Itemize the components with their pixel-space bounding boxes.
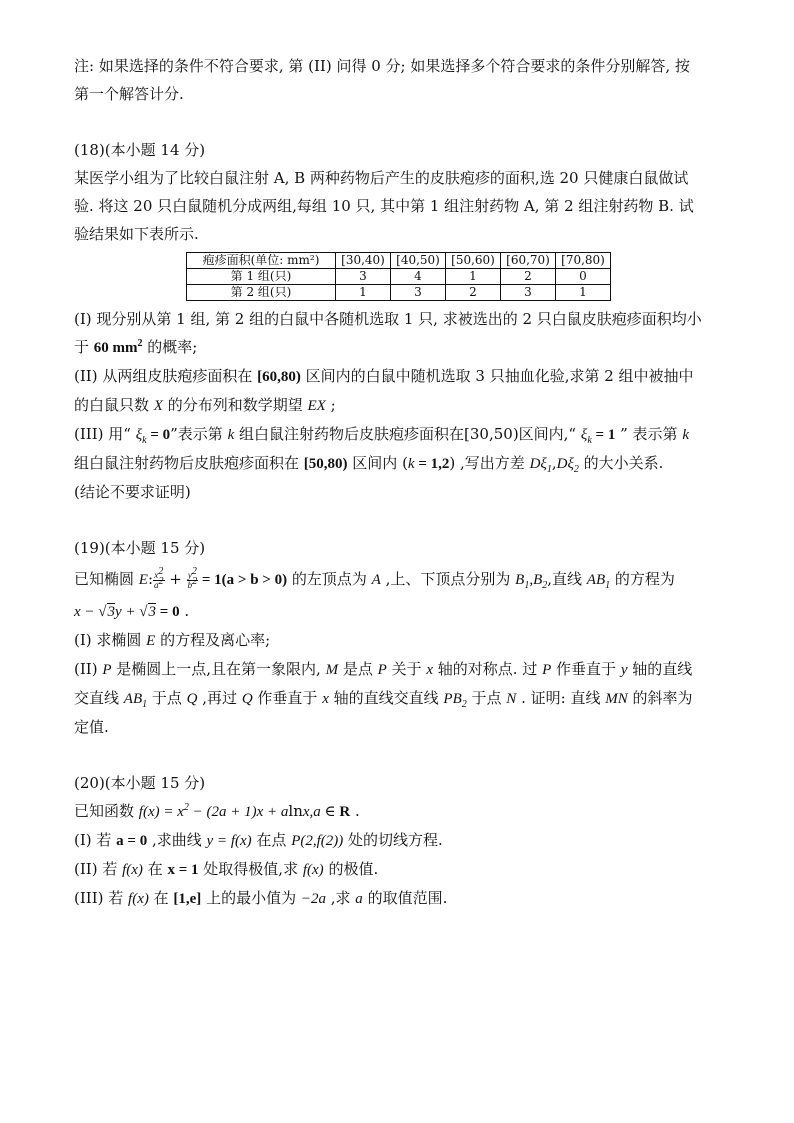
table-col-header: [30,40) [336,253,391,269]
math-sqrt: √3 [98,604,116,620]
text: 轴的直线交直线 [328,689,444,707]
math-var: $AB_1$ [586,572,611,591]
math-text: B [515,572,525,588]
q18-part3-line2 [74,449,724,478]
text: (III) 用“ [74,425,136,443]
q19-part2-line2 [74,684,724,713]
math-var: P [102,662,112,678]
text: 处的切线方程. [343,831,443,849]
math-var: k [682,427,689,443]
text: . [179,602,190,620]
fraction-y2-b2: $\frac{y^2}{b^2}$ [187,565,198,590]
math-eq: = 1(a > b > 0) [198,572,288,588]
text: 关于 [386,660,427,678]
math-text: B [533,572,543,588]
math-area: 60 $mm^2$ [93,338,143,356]
math-text: ξ [580,427,588,443]
math-interval: [60,80) [257,369,301,385]
q18-results-table [186,252,611,301]
math-var: $\xi_k$ [580,427,592,446]
math-var: k [407,456,415,472]
math-text: − (2a + 1)x + a [188,804,289,820]
math-var: x [426,662,434,678]
math-var: $PB_2$ [443,691,467,710]
text: ,直线 [547,570,587,588]
text: . 证明: 直线 [516,689,606,707]
math-eq: = 0 [156,604,180,620]
math-var: $\xi_k$ [135,427,147,446]
math-var: y + [115,604,140,620]
math-text: Dξ [529,456,547,472]
table-row [187,285,611,301]
math-var: X [153,398,163,414]
text: 在点 [251,831,292,849]
text: 是椭圆上一点,且在第一象限内, [111,660,326,678]
text: 的分布列和数学期望 [162,396,308,414]
math-var: Q [186,691,198,707]
math-var: x − [74,604,99,620]
text: (III) 若 [74,889,129,907]
q18-part2-line1 [74,362,724,391]
text: (II) [74,660,103,678]
text: 轴的直线 [627,660,693,678]
math-var: N [506,691,517,707]
text: 是点 [338,660,378,678]
math-in: ,a ∈ [309,804,340,820]
math-func: f(x) [122,862,143,878]
q20-header: (20)(本小题 15 分) [74,774,206,792]
table-header-row [187,253,611,269]
math-var: $AB_1$ [123,691,148,710]
q20-part3 [74,884,724,913]
table-col-header: [60,70) [501,253,556,269]
math-reals: R [339,804,351,820]
math-var: P [542,662,552,678]
text: . [350,802,360,820]
q18-intro-1: 某医学小组为了比较白鼠注射 A, B 两种药物后产生的皮肤疱疹的面积,选 20 只健康白鼠做试 [74,169,689,187]
q19-part2-line3: 定值. [74,718,109,736]
text: 已知函数 [74,802,139,820]
math-area-text: 60 mm [93,340,138,356]
table-cell: 2 [446,285,501,301]
q18-part1-line1: (I) 现分别从第 1 组, 第 2 组的白鼠中各随机选取 1 只, 求被选出的 2 只白鼠皮肤疱疹面积均小 [74,310,702,328]
q19-line1: 已知椭圆 E: $\frac{x^2}{a^2}$ + $\frac{y^2}{b^2}$ = 1(a > b > 0) 的左顶点为 A ,上、下顶点分别为 $B_1,B_2$,直线 $AB_1$ 的方程为 [74,565,675,591]
table-row-label: 第 1 组(只) [187,269,336,285]
text: 的取值范围. [362,889,448,907]
q20-line1 [74,797,724,826]
math-interval: [1,e] [173,891,202,907]
q18-part3-line1 [74,420,724,449]
q18-header: (18)(本小题 14 分) [74,141,206,159]
note-line-1: 注: 如果选择的条件不符合要求, 第 (II) 问得 0 分; 如果选择多个符合要求的条件分别解答, 按 [74,57,690,75]
math-var: E [146,633,156,649]
table-col-header: [50,60) [446,253,501,269]
table-cell: 2 [501,269,556,285]
text: 的方程为 [610,570,675,588]
table-col-header: [40,50) [391,253,446,269]
q19-line2 [74,597,724,626]
math-func: f(x) [128,891,149,907]
text: 的左顶点为 [287,570,372,588]
text: 的大小关系. [578,454,664,472]
text: (I) 若 [74,831,117,849]
table-cell: 1 [336,285,391,301]
table-col-header: [70,80) [556,253,611,269]
table-header-label: 疱疹面积(单位: mm²) [187,253,336,269]
math-eq: = 1,2 [414,456,450,472]
math-sqrt-arg: 3 [148,604,157,620]
math-var: P [377,662,387,678]
math-text: AB [586,572,606,588]
q19-part2-line1 [74,655,724,684]
text: 交直线 [74,689,124,707]
math-ln: ln [288,802,303,820]
table-cell: 1 [556,285,611,301]
table-cell: 1 [446,269,501,285]
q19-header: (19)(本小题 15 分) [74,539,206,557]
math-eq: a = 0 [116,833,148,849]
text: 作垂直于 [551,660,621,678]
math-var: x [302,804,310,820]
math-text: Dξ [556,456,574,472]
math-expr: −2a [300,891,326,907]
text: 的极值. [323,860,379,878]
text: ; [325,396,336,414]
math-var: MN [605,691,628,707]
math-sqrt-arg: 3 [107,604,116,620]
table-row-label: 第 2 组(只) [187,285,336,301]
q18-part3-line3: (结论不要求证明) [74,483,191,501]
text: 于 [74,338,94,356]
text: 轴的对称点. 过 [433,660,543,678]
math-var: A [371,572,381,588]
math-text: f(x) = x [138,804,184,820]
text: 于点 [147,689,187,707]
math-var: y [620,662,628,678]
math-func: f(x) [302,862,324,878]
text: ,求 [325,889,356,907]
text: 的白鼠只数 [74,396,154,414]
text: (I) 求椭圆 [74,631,147,649]
table-cell: 3 [336,269,391,285]
text: ,求曲线 [147,831,207,849]
math-eq: = 0 [146,427,171,443]
math-var: k [227,427,235,443]
text: 区间内的白鼠中随机选取 3 只抽血化验,求第 2 组中被抽中 [300,367,694,385]
text: 已知椭圆 [74,570,139,588]
table-cell: 0 [556,269,611,285]
fraction-x2-a2: $\frac{x^2}{a^2}$ [154,565,164,590]
text: ” 表示第 [615,425,683,443]
q20-part2 [74,855,724,884]
text: 的方程及离心率; [155,631,271,649]
text: 上的最小值为 [201,889,301,907]
text: 组白鼠注射药物后皮肤疱疹面积在 [74,454,304,472]
text: ) ,写出方差 [449,454,530,472]
math-var: $D\xi_1$ [529,456,552,475]
math-var: x [322,691,329,707]
math-var: EX [307,398,326,414]
text: (II) 从两组皮肤疱疹面积在 [74,367,258,385]
text: ,再过 [197,689,242,707]
math-var: M [325,662,339,678]
text: 作垂直于 [252,689,323,707]
table-cell: 4 [391,269,446,285]
text: 处取得极值,求 [198,860,303,878]
text: 于点 [466,689,507,707]
table-row [187,269,611,285]
text: 组白鼠注射药物后皮肤疱疹面积在[30,50)区间内,“ [234,425,581,443]
text: 区间内 ( [347,454,408,472]
text: 的概率; [142,338,198,356]
q18-part2-line2 [74,391,724,420]
math-func: y = f(x) [206,833,252,849]
math-func: $f(x) = x^2 - (2a + 1)x + a$ [138,802,289,820]
math-var: $B_1,B_2$ [515,572,548,591]
math-var: E [138,572,148,588]
math-eq: = 1 [591,427,616,443]
math-var: Q [241,691,253,707]
table-cell: 3 [391,285,446,301]
note-line-2: 第一个解答计分. [74,85,184,103]
q18-intro-3: 验结果如下表所示. [74,225,199,243]
math-eq: x = 1 [167,862,199,878]
math-sqrt: √3 [139,604,157,620]
text: ,上、下顶点分别为 [380,570,516,588]
q18-intro-2: 验. 将这 20 只白鼠随机分成两组,每组 10 只, 其中第 1 组注射药物 A, 第 2 组注射药物 B. 试 [74,197,694,215]
table-cell: 3 [501,285,556,301]
text: 的斜率为 [627,689,693,707]
math-text: ξ [135,427,143,443]
q20-part1 [74,826,724,855]
text: (II) 若 [74,860,123,878]
math-interval: [50,80) [303,456,348,472]
math-var: a [355,891,363,907]
exam-page [74,52,724,913]
text: 在 [142,860,168,878]
q18-part1-line2 [74,333,724,362]
text: , [551,454,557,472]
text: ”表示第 [170,425,228,443]
text: 在 [148,889,174,907]
math-point: P(2,f(2)) [291,833,344,849]
q19-part1 [74,626,724,655]
math-var: $D\xi_2$ [556,456,579,475]
